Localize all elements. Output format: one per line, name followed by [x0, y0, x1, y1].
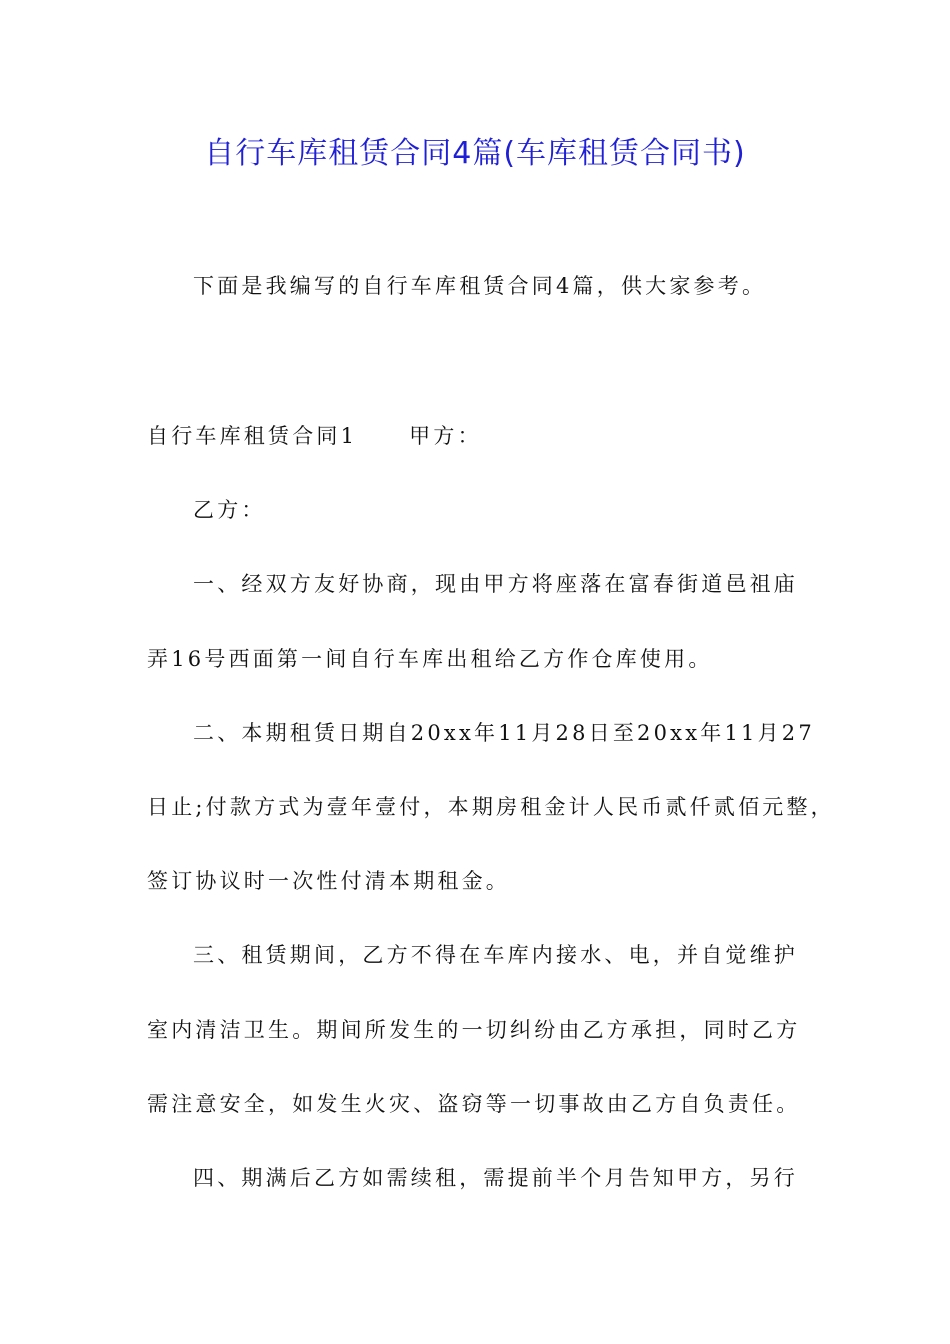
section-heading-row [147, 420, 482, 452]
clause-3-line-2: 室内清洁卫生。期间所发生的一切纠纷由乙方承担，同时乙方 [147, 1018, 801, 1042]
clause-2-line-3: 签订协议时一次性付清本期租金。 [147, 869, 510, 893]
clause-2-line-1: 二、本期租赁日期自20xx年11月28日至20xx年11月27 [193, 721, 815, 745]
section-heading: 自行车库租赁合同1 [147, 424, 358, 448]
party-b-label: 乙方： [193, 498, 266, 522]
party-a-label: 甲方： [409, 424, 482, 448]
clause-2-line-2: 日止;付款方式为壹年壹付，本期房租金计人民币贰仟贰佰元整， [147, 795, 835, 819]
intro-text: 下面是我编写的自行车库租赁合同4篇，供大家参考。 [193, 274, 767, 298]
clause-3-line-3: 需注意安全，如发生火灾、盗窃等一切事故由乙方自负责任。 [147, 1092, 801, 1116]
clause-1-line-2: 弄16号西面第一间自行车库出租给乙方作仓库使用。 [147, 647, 713, 671]
clause-4-line-1: 四、期满后乙方如需续租，需提前半个月告知甲方，另行 [193, 1166, 798, 1190]
clause-3-line-1: 三、租赁期间，乙方不得在车库内接水、电，并自觉维护 [193, 943, 798, 967]
clause-1-line-1: 一、经双方友好协商，现由甲方将座落在富春街道邑祖庙 [193, 572, 798, 596]
document-title: 自行车库租赁合同4篇(车库租赁合同书) [204, 136, 746, 171]
